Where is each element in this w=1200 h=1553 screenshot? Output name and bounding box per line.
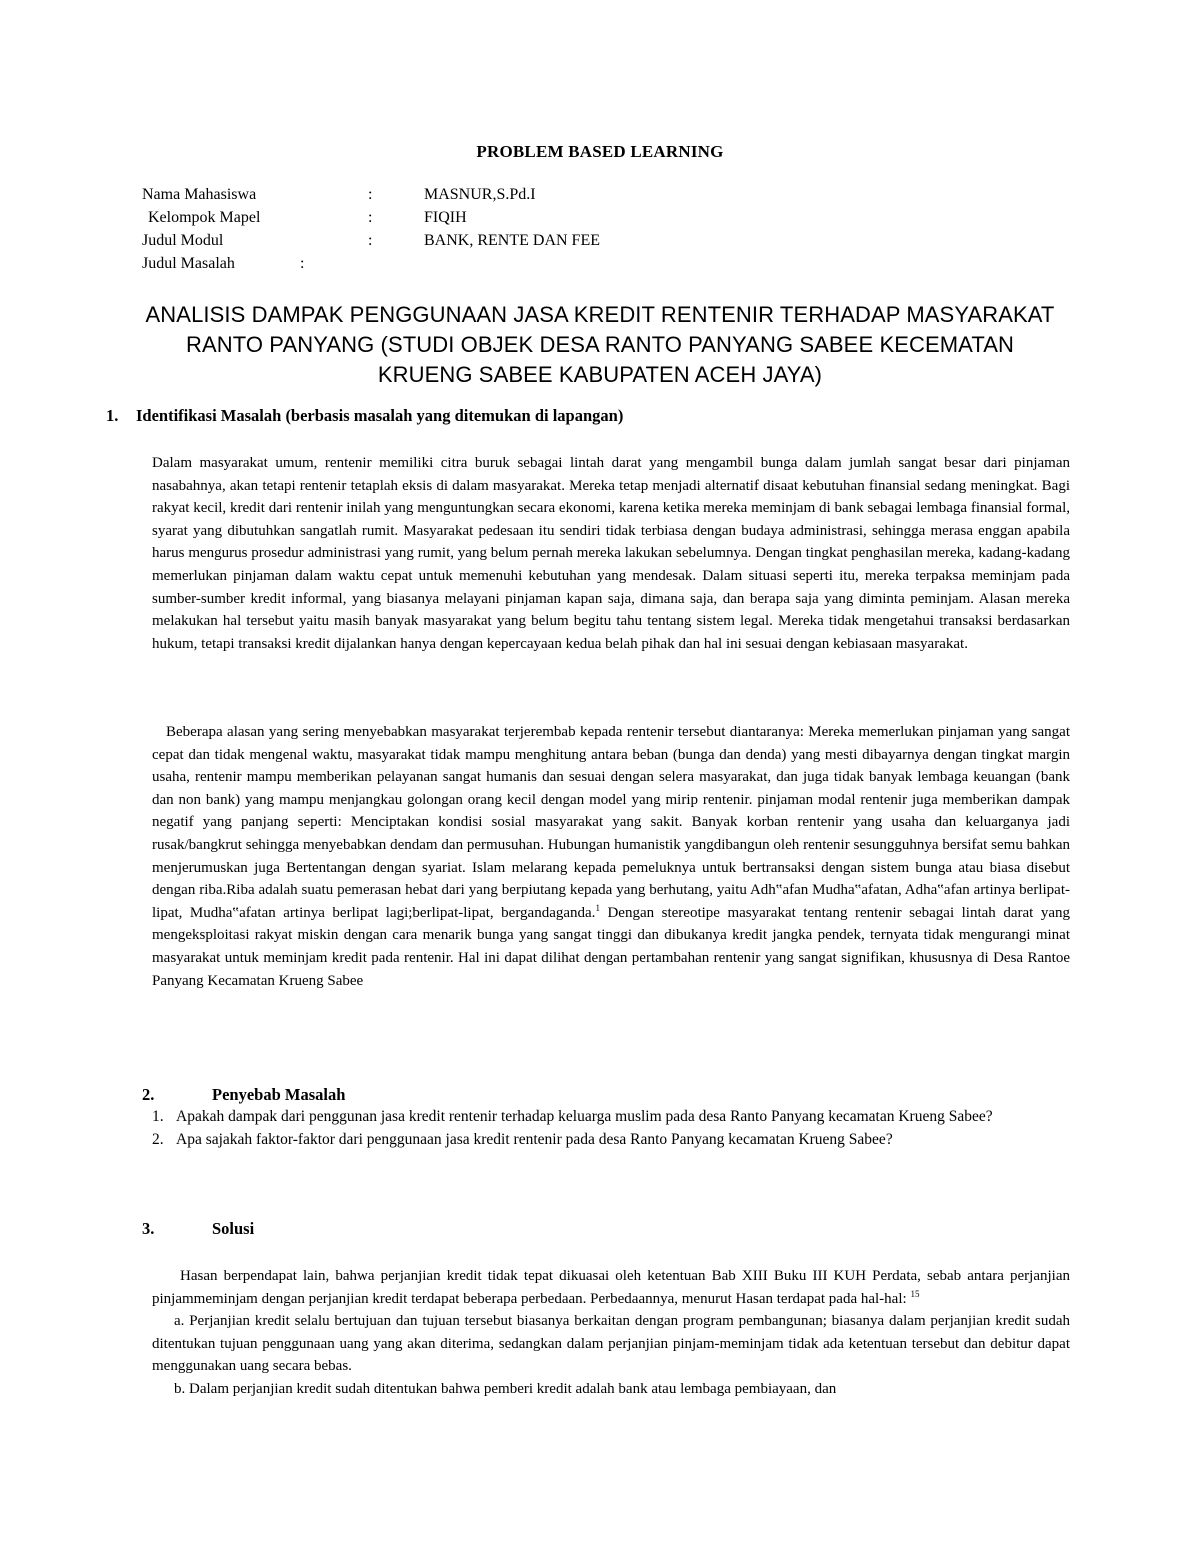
paragraph-text: Dengan stereotipe masyarakat tentang rentenir sebagai lintah darat yang mengeksploitasi rakyat miskin dengan cara menarik bunga yang sangat tinggi dan dibukanya kredit jangka pendek, ternyata tidak mengurangi minat masyarakat untuk meminjam kredit pada rentenir. Hal ini dapat dilihat dengan pertambahan rentenir yang sangat signifikan, khususnya di Desa Rantoe Panyang Kecamatan Krueng Sabee [152, 904, 1070, 989]
section-1-paragraph-1 [152, 452, 1070, 655]
info-label: Judul Masalah [142, 255, 235, 272]
document-heading: PROBLEM BASED LEARNING [476, 142, 724, 161]
list-item-number: 2. [152, 1130, 164, 1148]
main-title-line: KRUENG SABEE KABUPATEN ACEH JAYA) [377, 362, 823, 387]
section-1-paragraph-2 [152, 721, 1070, 992]
info-label: Kelompok Mapel [148, 209, 261, 226]
section-title: Penyebab Masalah [212, 1085, 346, 1104]
solution-point-a: a. Perjanjian kredit selalu bertujuan dan tujuan tersebut biasanya berkaitan dengan program pembangunan; biasanya dalam perjanjian kredit sudah ditentukan tujuan penggunaan uang yang akan diterima, sedangkan dalam perjanjian pinjam-meminjam tidak ada ketentuan tersebut dan debitur dapat menggunakan uang secara bebas. [152, 1313, 1070, 1375]
footnote-reference: 15 [910, 1288, 920, 1299]
list-item-number: 1. [152, 1108, 164, 1125]
info-value: BANK, RENTE DAN FEE [424, 232, 600, 249]
list-item [152, 1106, 1070, 1129]
main-title [60, 300, 1140, 390]
section-title: Identifikasi Masalah (berbasis masalah yang ditemukan di lapangan) [136, 406, 624, 425]
section-number: 3. [142, 1219, 155, 1238]
section-number: 1. [106, 406, 119, 425]
info-colon: : [368, 209, 373, 226]
list-item-text: Apakah dampak dari penggunan jasa kredit rentenir terhadap keluarga muslim pada desa Ranto Panyang kecamatan Krueng Sabee? [176, 1108, 993, 1125]
list-item [152, 1129, 1070, 1152]
footnote-reference: 1 [595, 902, 600, 913]
section-3-heading [142, 1219, 254, 1239]
list-item-text: Apa sajakah faktor-faktor dari penggunaan jasa kredit rentenir pada desa Ranto Panyang kecamatan Krueng Sabee? [176, 1130, 893, 1148]
paragraph-text: Dalam masyarakat umum, rentenir memiliki citra buruk sebagai lintah darat yang mengambil bunga dalam jumlah sangat besar dari pinjaman nasabahnya, akan tetapi rentenir tetaplah eksis di dalam masyarakat. Mereka tetap menjadi alternatif disaat kebutuhan finansial sedang meningkat. Bagi rakyat kecil, kredit dari rentenir inilah yang menguntungkan secara ekonomi, karena ketika mereka meminjam di bank sebagai lembaga finansial formal, syarat yang dibutuhkan sangatlah rumit. Masyarakat pedesaan itu sendiri tidak terbiasa dengan budaya administrasi, sehingga merasa enggan apabila harus mengurus prosedur administrasi yang rumit, yang belum pernah mereka lakukan sebelumnya. Dengan tingkat penghasilan mereka, kadang-kadang memerlukan pinjaman dalam waktu cepat untuk memenuhi kebutuhan yang mendesak. Dalam situasi seperti itu, mereka terpaksa meminjam pada sumber-sumber kredit informal, yang biasanya melayani pinjaman kapan saja, dimana saja, dan berapa saja yang diminta peminjam. Alasan mereka melakukan hal tersebut yaitu masih banyak masyarakat yang belum begitu tahu tentang sistem legal. Mereka tidak mengetahui transaksi berdasarkan hukum, tetapi transaksi kredit dijalankan hanya dengan kepercayaan kedua belah pihak dan hal ini sesuai dengan kebiasaan masyarakat. [152, 455, 1070, 652]
section-2-heading [142, 1085, 345, 1105]
info-colon: : [300, 255, 305, 272]
info-label: Nama Mahasiswa [142, 186, 257, 203]
main-title-line: ANALISIS DAMPAK PENGGUNAAN JASA KREDIT RENTENIR TERHADAP MASYARAKAT [145, 302, 1055, 327]
info-label: Judul Modul [142, 232, 224, 249]
info-value: FIQIH [424, 209, 467, 226]
info-colon: : [368, 232, 373, 249]
paragraph-text: Beberapa alasan yang sering menyebabkan masyarakat terjerembab kepada rentenir tersebut diantaranya: Mereka memerlukan pinjaman yang sangat cepat dan tidak mengenal waktu, masyarakat tidak mampu menghitung antara beban (bunga dan denda) yang mesti dibayarnya dengan tingkat margin usaha, rentenir mampu memberikan pelayanan sangat humanis dan sesuai dengan selera masyarakat, dan juga tidak banyak lembaga keuangan (bank dan non bank) yang mampu menjangkau golongan orang kecil dengan model yang mirip rentenir. pinjaman modal rentenir juga memberikan dampak negatif yang panjang seperti: Menciptakan kondisi sosial masyarakat yang sakit. Banyak korban rentenir yang usaha dan keluarganya jadi rusak/bangkrut sehingga menyebabkan dendam dan permusuhan. Hubungan humanistik yangdibangun oleh rentenir sesungguhnya bersifat semu bahkan menjerumuskan juga Bertentangan dengan syariat. Islam melarang kepada pemeluknya untuk bertransaksi dengan sistem bunga atau biasa disebut dengan riba.Riba adalah suatu pemerasan hebat dari yang berpiutang kepada yang berhutang, yaitu Adh‟afan Mudha‟afatan, Adha‟afan artinya berlipat-lipat, Mudha‟afatan artinya berlipat lagi;berlipat-lipat, bergandaganda. [152, 724, 1070, 921]
problem-list [152, 1106, 1070, 1151]
section-3-body [152, 1265, 1070, 1401]
main-title-line: RANTO PANYANG (STUDI OBJEK DESA RANTO PANYANG SABEE KECEMATAN [185, 332, 1014, 357]
section-number: 2. [142, 1085, 155, 1104]
paragraph-text: Hasan berpendapat lain, bahwa perjanjian kredit tidak tepat dikuasai oleh ketentuan Bab XIII Buku III KUH Perdata, sebab antara perjanjian pinjammeminjam dengan perjanjian kredit terdapat beberapa perbedaan. Perbedaannya, menurut Hasan terdapat pada hal-hal: [152, 1268, 1070, 1307]
info-value: MASNUR,S.Pd.I [424, 186, 536, 203]
solution-point-b: b. Dalam perjanjian kredit sudah ditentukan bahwa pemberi kredit adalah bank atau lembaga pembiayaan, dan [174, 1380, 837, 1397]
section-1-heading [106, 406, 623, 426]
info-colon: : [368, 186, 373, 203]
section-title: Solusi [212, 1219, 255, 1238]
